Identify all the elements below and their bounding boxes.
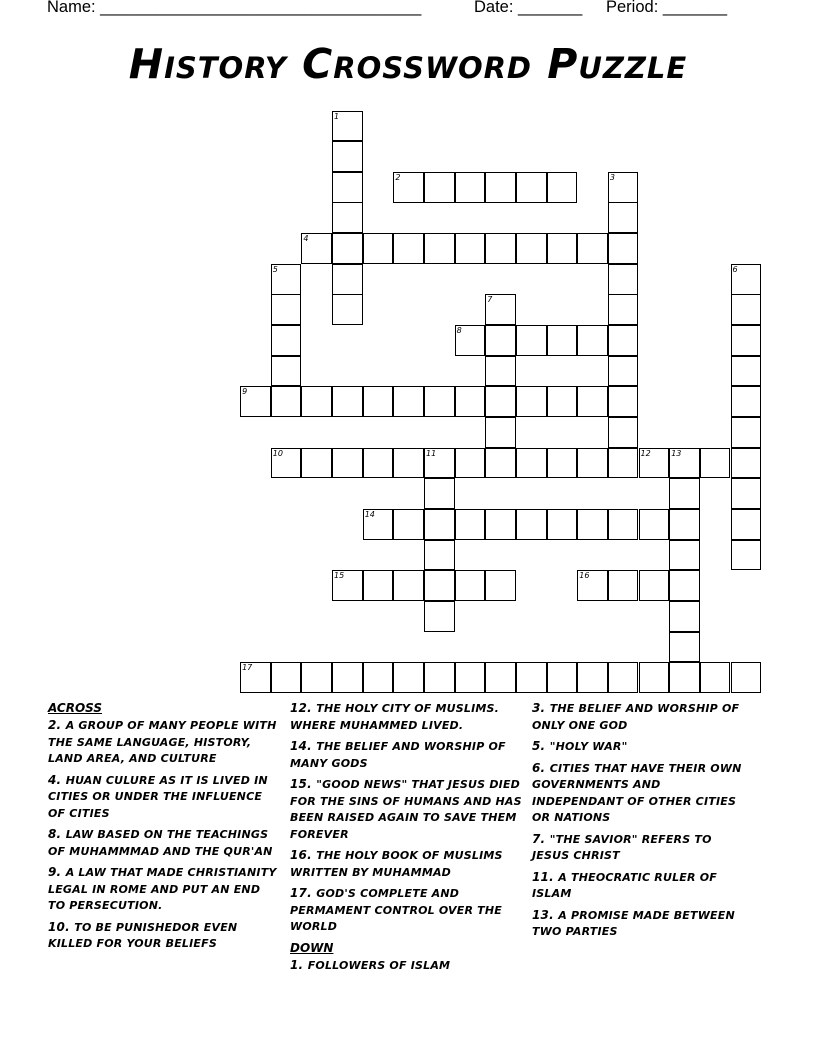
clue-item xyxy=(290,738,524,772)
grid-cell[interactable] xyxy=(516,662,547,693)
clue-item xyxy=(48,919,280,953)
clue-item-number: 16. xyxy=(290,848,317,862)
grid-cell[interactable] xyxy=(577,233,608,264)
grid-cell[interactable] xyxy=(547,325,578,356)
grid-cell[interactable] xyxy=(393,448,424,479)
clue-item xyxy=(290,847,524,881)
grid-cell[interactable] xyxy=(455,570,486,601)
grid-cell[interactable] xyxy=(271,294,302,325)
clue-number: 3 xyxy=(609,172,615,182)
grid-cell[interactable] xyxy=(731,356,762,387)
grid-cell[interactable] xyxy=(639,509,670,540)
grid-cell[interactable] xyxy=(731,540,762,571)
name-field[interactable]: Name: ___________________________________ xyxy=(47,0,422,16)
grid-cell[interactable] xyxy=(271,325,302,356)
grid-cell[interactable] xyxy=(332,448,363,479)
grid-cell[interactable] xyxy=(332,294,363,325)
grid-cell[interactable] xyxy=(485,417,516,448)
grid-cell[interactable] xyxy=(608,386,639,417)
clue-number: 2 xyxy=(395,172,401,182)
clue-item-text: A THEOCRATIC RULER OF ISLAM xyxy=(532,870,717,900)
grid-cell[interactable] xyxy=(240,386,271,417)
clue-item-number: 11. xyxy=(532,869,559,884)
grid-cell[interactable] xyxy=(731,386,762,417)
clue-number: 10 xyxy=(272,448,283,458)
grid-cell[interactable] xyxy=(516,325,547,356)
grid-cell[interactable] xyxy=(271,448,302,479)
clue-item-text: TO BE PUNISHEDOR EVEN KILLED FOR YOUR BELIEFS xyxy=(48,920,238,950)
grid-cell[interactable] xyxy=(393,233,424,264)
clue-item xyxy=(48,717,280,768)
grid-cell[interactable] xyxy=(301,448,332,479)
clue-item-number: 14. xyxy=(290,739,317,753)
grid-cell[interactable] xyxy=(669,478,700,509)
grid-cell[interactable] xyxy=(731,264,762,295)
clue-item-text: A PROMISE MADE BETWEEN TWO PARTIES xyxy=(532,908,735,938)
grid-cell[interactable] xyxy=(547,386,578,417)
grid-cell[interactable] xyxy=(332,386,363,417)
grid-cell[interactable] xyxy=(547,509,578,540)
clue-column-down xyxy=(532,700,748,945)
grid-cell[interactable] xyxy=(424,509,455,540)
grid-cell[interactable] xyxy=(547,662,578,693)
clue-item-number: 9. xyxy=(48,865,66,879)
clue-item xyxy=(532,869,748,903)
grid-cell[interactable] xyxy=(485,172,516,203)
grid-cell[interactable] xyxy=(700,448,731,479)
clue-number: 7 xyxy=(487,295,493,305)
clue-item xyxy=(532,738,748,756)
grid-cell[interactable] xyxy=(424,386,455,417)
clue-number: 1 xyxy=(334,111,340,121)
grid-cell[interactable] xyxy=(577,509,608,540)
clue-item-text: "THE SAVIOR" REFERS TO JESUS CHRIST xyxy=(532,832,712,862)
grid-cell[interactable] xyxy=(424,570,455,601)
clue-number: 4 xyxy=(303,234,309,244)
grid-cell[interactable] xyxy=(363,448,394,479)
across-heading: ACROSS xyxy=(48,701,103,715)
clue-item-text: THE BELIEF AND WORSHIP OF ONLY ONE GOD xyxy=(532,702,740,732)
grid-cell[interactable] xyxy=(455,233,486,264)
grid-cell[interactable] xyxy=(485,233,516,264)
grid-cell[interactable] xyxy=(731,417,762,448)
clue-item xyxy=(290,776,524,843)
clue-column-across xyxy=(48,700,280,957)
clue-item xyxy=(48,864,280,915)
grid-cell[interactable] xyxy=(485,386,516,417)
clue-item xyxy=(532,760,748,827)
grid-cell[interactable] xyxy=(608,509,639,540)
grid-cell[interactable] xyxy=(332,233,363,264)
grid-cell[interactable] xyxy=(669,540,700,571)
grid-cell[interactable] xyxy=(485,570,516,601)
clue-item-number: 2. xyxy=(48,718,66,732)
grid-cell[interactable] xyxy=(608,325,639,356)
clue-item-text: CITIES THAT HAVE THEIR OWN GOVERNMENTS AND INDEPENDANT OF OTHER CITIES OR NATIONS xyxy=(532,761,742,824)
grid-cell[interactable] xyxy=(608,264,639,295)
grid-cell[interactable] xyxy=(731,448,762,479)
clue-item xyxy=(532,700,748,734)
grid-cell[interactable] xyxy=(485,662,516,693)
grid-cell[interactable] xyxy=(455,386,486,417)
grid-cell[interactable] xyxy=(424,233,455,264)
grid-cell[interactable] xyxy=(731,662,762,693)
grid-cell[interactable] xyxy=(516,448,547,479)
grid-cell[interactable] xyxy=(577,386,608,417)
grid-cell[interactable] xyxy=(731,478,762,509)
grid-cell[interactable] xyxy=(455,448,486,479)
grid-cell[interactable] xyxy=(669,570,700,601)
grid-cell[interactable] xyxy=(669,601,700,632)
grid-cell[interactable] xyxy=(332,264,363,295)
clue-number: 14 xyxy=(364,509,375,519)
grid-cell[interactable] xyxy=(301,662,332,693)
grid-cell[interactable] xyxy=(608,662,639,693)
clue-item-text: A GROUP OF MANY PEOPLE WITH THE SAME LANGUAGE, HISTORY, LAND AREA, AND CULTURE xyxy=(48,719,277,765)
grid-cell[interactable] xyxy=(731,325,762,356)
clue-item-number: 12. xyxy=(290,701,317,715)
grid-cell[interactable] xyxy=(608,172,639,203)
clue-item xyxy=(532,831,748,865)
clue-number: 16 xyxy=(579,571,590,581)
grid-cell[interactable] xyxy=(332,570,363,601)
clue-item-number: 1. xyxy=(290,957,308,972)
grid-cell[interactable] xyxy=(240,662,271,693)
grid-cell[interactable] xyxy=(547,448,578,479)
clue-item-number: 10. xyxy=(48,919,75,934)
grid-cell[interactable] xyxy=(393,172,424,203)
grid-cell[interactable] xyxy=(393,386,424,417)
grid-cell[interactable] xyxy=(332,111,363,142)
grid-cell[interactable] xyxy=(332,172,363,203)
grid-cell[interactable] xyxy=(485,325,516,356)
down-heading: DOWN xyxy=(290,940,334,955)
grid-cell[interactable] xyxy=(455,662,486,693)
clue-item xyxy=(290,957,524,975)
clue-item-number: 6. xyxy=(532,760,550,775)
clue-item-text: THE HOLY CITY OF MUSLIMS. WHERE MUHAMMED LIVED. xyxy=(290,702,500,732)
grid-cell[interactable] xyxy=(608,417,639,448)
grid-cell[interactable] xyxy=(363,570,394,601)
grid-cell[interactable] xyxy=(424,662,455,693)
grid-cell[interactable] xyxy=(363,386,394,417)
grid-cell[interactable] xyxy=(485,356,516,387)
grid-cell[interactable] xyxy=(577,325,608,356)
grid-cell[interactable] xyxy=(516,233,547,264)
grid-cell[interactable] xyxy=(271,662,302,693)
grid-cell[interactable] xyxy=(393,662,424,693)
grid-cell[interactable] xyxy=(700,662,731,693)
grid-cell[interactable] xyxy=(608,356,639,387)
grid-cell[interactable] xyxy=(516,509,547,540)
grid-cell[interactable] xyxy=(363,509,394,540)
clue-column-middle xyxy=(290,700,524,978)
grid-cell[interactable] xyxy=(639,448,670,479)
grid-cell[interactable] xyxy=(485,448,516,479)
clue-number: 15 xyxy=(334,571,345,581)
grid-cell[interactable] xyxy=(639,662,670,693)
clue-number: 9 xyxy=(242,387,248,397)
grid-cell[interactable] xyxy=(547,172,578,203)
grid-cell[interactable] xyxy=(271,264,302,295)
grid-cell[interactable] xyxy=(424,540,455,571)
clue-number: 13 xyxy=(671,448,682,458)
grid-cell[interactable] xyxy=(639,570,670,601)
grid-cell[interactable] xyxy=(731,509,762,540)
clue-number: 11 xyxy=(426,448,437,458)
grid-cell[interactable] xyxy=(608,448,639,479)
period-field[interactable]: Period: _______ xyxy=(606,0,728,16)
grid-cell[interactable] xyxy=(271,356,302,387)
grid-cell[interactable] xyxy=(455,325,486,356)
clue-item xyxy=(48,772,280,823)
grid-cell[interactable] xyxy=(393,509,424,540)
grid-cell[interactable] xyxy=(455,172,486,203)
grid-cell[interactable] xyxy=(516,386,547,417)
grid-cell[interactable] xyxy=(424,601,455,632)
clue-item-number: 7. xyxy=(532,831,550,846)
grid-cell[interactable] xyxy=(608,202,639,233)
date-field[interactable]: Date: _______ xyxy=(474,0,583,16)
clue-number: 12 xyxy=(640,448,651,458)
clue-item-text: FOLLOWERS OF ISLAM xyxy=(307,958,451,972)
clue-item-text: THE BELIEF AND WORSHIP OF MANY GODS xyxy=(290,740,506,770)
grid-cell[interactable] xyxy=(455,509,486,540)
clue-number: 5 xyxy=(272,264,278,274)
clue-item-text: A LAW THAT MADE CHRISTIANITY LEGAL IN ROME AND PUT AN END TO PERSECUTION. xyxy=(48,866,277,912)
grid-cell[interactable] xyxy=(363,662,394,693)
grid-cell[interactable] xyxy=(731,294,762,325)
clue-number: 17 xyxy=(242,663,253,673)
grid-cell[interactable] xyxy=(577,570,608,601)
grid-cell[interactable] xyxy=(608,294,639,325)
grid-cell[interactable] xyxy=(516,172,547,203)
grid-cell[interactable] xyxy=(393,570,424,601)
grid-cell[interactable] xyxy=(577,662,608,693)
grid-cell[interactable] xyxy=(669,509,700,540)
grid-cell[interactable] xyxy=(608,233,639,264)
grid-cell[interactable] xyxy=(669,448,700,479)
clue-item-number: 5. xyxy=(532,739,550,753)
grid-cell[interactable] xyxy=(424,478,455,509)
grid-cell[interactable] xyxy=(485,509,516,540)
grid-cell[interactable] xyxy=(332,202,363,233)
clue-item-text: "GOOD NEWS" THAT JESUS DIED FOR THE SINS OF HUMANS AND HAS BEEN RAISED AGAIN TO SAVE THEM FOREVER xyxy=(290,778,522,841)
clue-item-number: 15. xyxy=(290,777,317,791)
clue-number: 8 xyxy=(456,326,462,336)
grid-cell[interactable] xyxy=(301,233,332,264)
clue-item xyxy=(532,907,748,941)
clue-item-number: 8. xyxy=(48,827,66,841)
grid-cell[interactable] xyxy=(608,570,639,601)
clue-item xyxy=(48,826,280,860)
clue-item-text: "HOLY WAR" xyxy=(549,740,628,753)
grid-cell[interactable] xyxy=(485,294,516,325)
grid-cell[interactable] xyxy=(332,662,363,693)
grid-cell[interactable] xyxy=(577,448,608,479)
grid-cell[interactable] xyxy=(424,172,455,203)
clue-item xyxy=(290,700,524,734)
grid-cell[interactable] xyxy=(424,448,455,479)
clue-item-text: LAW BASED ON THE TEACHINGS OF MUHAMMMAD AND THE QUR'AN xyxy=(48,828,273,858)
clue-item-number: 3. xyxy=(532,701,550,715)
grid-cell[interactable] xyxy=(669,662,700,693)
clue-item-number: 13. xyxy=(532,907,559,922)
clue-item-number: 17. xyxy=(290,886,317,900)
grid-cell[interactable] xyxy=(332,141,363,172)
clue-item-number: 4. xyxy=(48,772,66,787)
clue-item-text: GOD'S COMPLETE AND PERMAMENT CONTROL OVER THE WORLD xyxy=(290,887,503,933)
grid-cell[interactable] xyxy=(271,386,302,417)
grid-cell[interactable] xyxy=(547,233,578,264)
grid-cell[interactable] xyxy=(363,233,394,264)
page-title: History Crossword Puzzle xyxy=(128,40,688,88)
clue-item xyxy=(290,885,524,936)
grid-cell[interactable] xyxy=(669,632,700,663)
clue-number: 6 xyxy=(732,264,738,274)
grid-cell[interactable] xyxy=(301,386,332,417)
clue-item-text: THE HOLY BOOK OF MUSLIMS WRITTEN BY MUHAMMAD xyxy=(290,849,503,879)
clue-item-text: HUAN CULURE AS IT IS LIVED IN CITIES OR UNDER THE INFLUENCE OF CITIES xyxy=(48,773,268,820)
clue-list xyxy=(0,700,816,1000)
